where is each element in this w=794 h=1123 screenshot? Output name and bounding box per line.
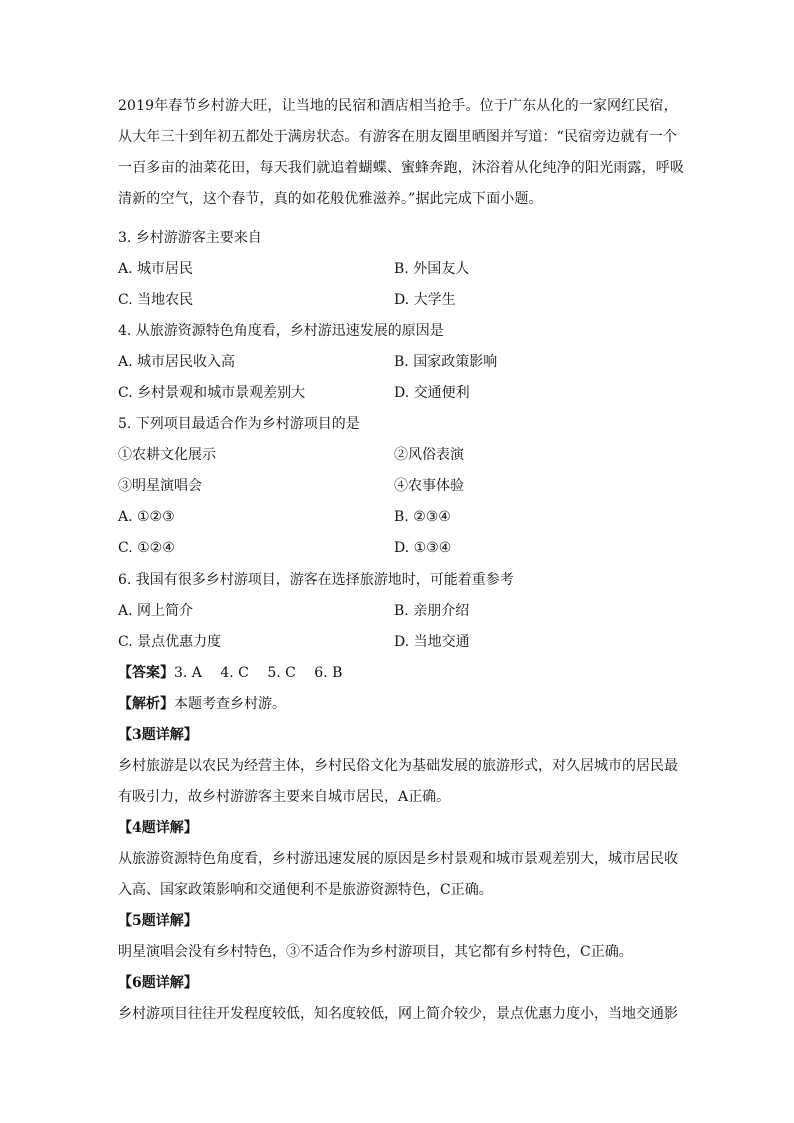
detail-4-line: 入高、国家政策影响和交通便利不是旅游资源特色，C正确。	[118, 882, 493, 898]
question-6-stem: 6. 我国有很多乡村游项目，游客在选择旅游地时，可能着重参考	[118, 572, 514, 588]
q4-option-d: D. 交通便利	[394, 385, 470, 401]
q5-item-4: ④农事体验	[394, 478, 464, 494]
q3-option-c: C. 当地农民	[118, 292, 194, 308]
detail-3-line: 乡村旅游是以农民为经营主体，乡村民俗文化为基础发展的旅游形式，对久居城市的居民最	[118, 758, 678, 774]
q5-option-a: A. ①②③	[118, 509, 175, 525]
question-5-stem: 5. 下列项目最适合作为乡村游项目的是	[118, 416, 360, 432]
intro-line: 2019年春节乡村游大旺，让当地的民宿和酒店相当抢手。位于广东从化的一家网红民宿，	[118, 98, 678, 114]
q6-option-c: C. 景点优惠力度	[118, 634, 222, 650]
detail-6-line: 乡村游项目往往开发程度较低，知名度较低，网上简介较少，景点优惠力度小，当地交通影	[118, 1006, 678, 1022]
q6-option-d: D. 当地交通	[394, 634, 470, 650]
q3-option-b: B. 外国友人	[394, 261, 470, 277]
q5-item-1: ①农耕文化展示	[118, 447, 216, 463]
question-3-stem: 3. 乡村游游客主要来自	[118, 230, 262, 246]
intro-line: 一百多亩的油菜花田，每天我们就追着蝴蝶、蜜蜂奔跑，沐浴着从化纯净的阳光雨露，呼吸	[118, 160, 684, 176]
detail-5-heading: 【5题详解】	[118, 913, 198, 929]
analysis-text: 本题考查乡村游。	[174, 696, 286, 712]
q3-option-d: D. 大学生	[394, 292, 456, 308]
detail-3-heading: 【3题详解】	[118, 727, 198, 743]
analysis-line	[118, 694, 678, 714]
q6-option-a: A. 网上简介	[118, 603, 194, 619]
q5-item-2: ②风俗表演	[394, 447, 464, 463]
detail-6-heading: 【6题详解】	[118, 975, 198, 991]
intro-line: 从大年三十到年初五都处于满房状态。有游客在朋友圈里晒图并写道：“民宿旁边就有一个	[118, 129, 678, 145]
answer-text: 3. A 4. C 5. C 6. B	[174, 665, 343, 681]
q4-option-b: B. 国家政策影响	[394, 354, 498, 370]
detail-5-line: 明星演唱会没有乡村特色，③不适合作为乡村游项目，其它都有乡村特色，C正确。	[118, 944, 633, 960]
detail-3-line: 有吸引力，故乡村游游客主要来自城市居民，A正确。	[118, 789, 451, 805]
q4-option-a: A. 城市居民收入高	[118, 354, 236, 370]
answer-line	[118, 663, 678, 683]
q5-option-c: C. ①②④	[118, 540, 175, 556]
question-4-stem: 4. 从旅游资源特色角度看，乡村游迅速发展的原因是	[118, 323, 444, 339]
analysis-label: 【解析】	[118, 696, 174, 712]
q6-option-b: B. 亲朋介绍	[394, 603, 470, 619]
intro-line: 清新的空气，这个春节，真的如花般优雅滋养。”据此完成下面小题。	[118, 191, 543, 207]
q3-option-a: A. 城市居民	[118, 261, 194, 277]
detail-4-line: 从旅游资源特色角度看，乡村游迅速发展的原因是乡村景观和城市景观差别大，城市居民收	[118, 851, 678, 867]
q5-option-b: B. ②③④	[394, 509, 451, 525]
q4-option-c: C. 乡村景观和城市景观差别大	[118, 385, 306, 401]
detail-4-heading: 【4题详解】	[118, 820, 198, 836]
q5-item-3: ③明星演唱会	[118, 478, 202, 494]
answer-label: 【答案】	[118, 665, 174, 681]
q5-option-d: D. ①③④	[394, 540, 452, 556]
